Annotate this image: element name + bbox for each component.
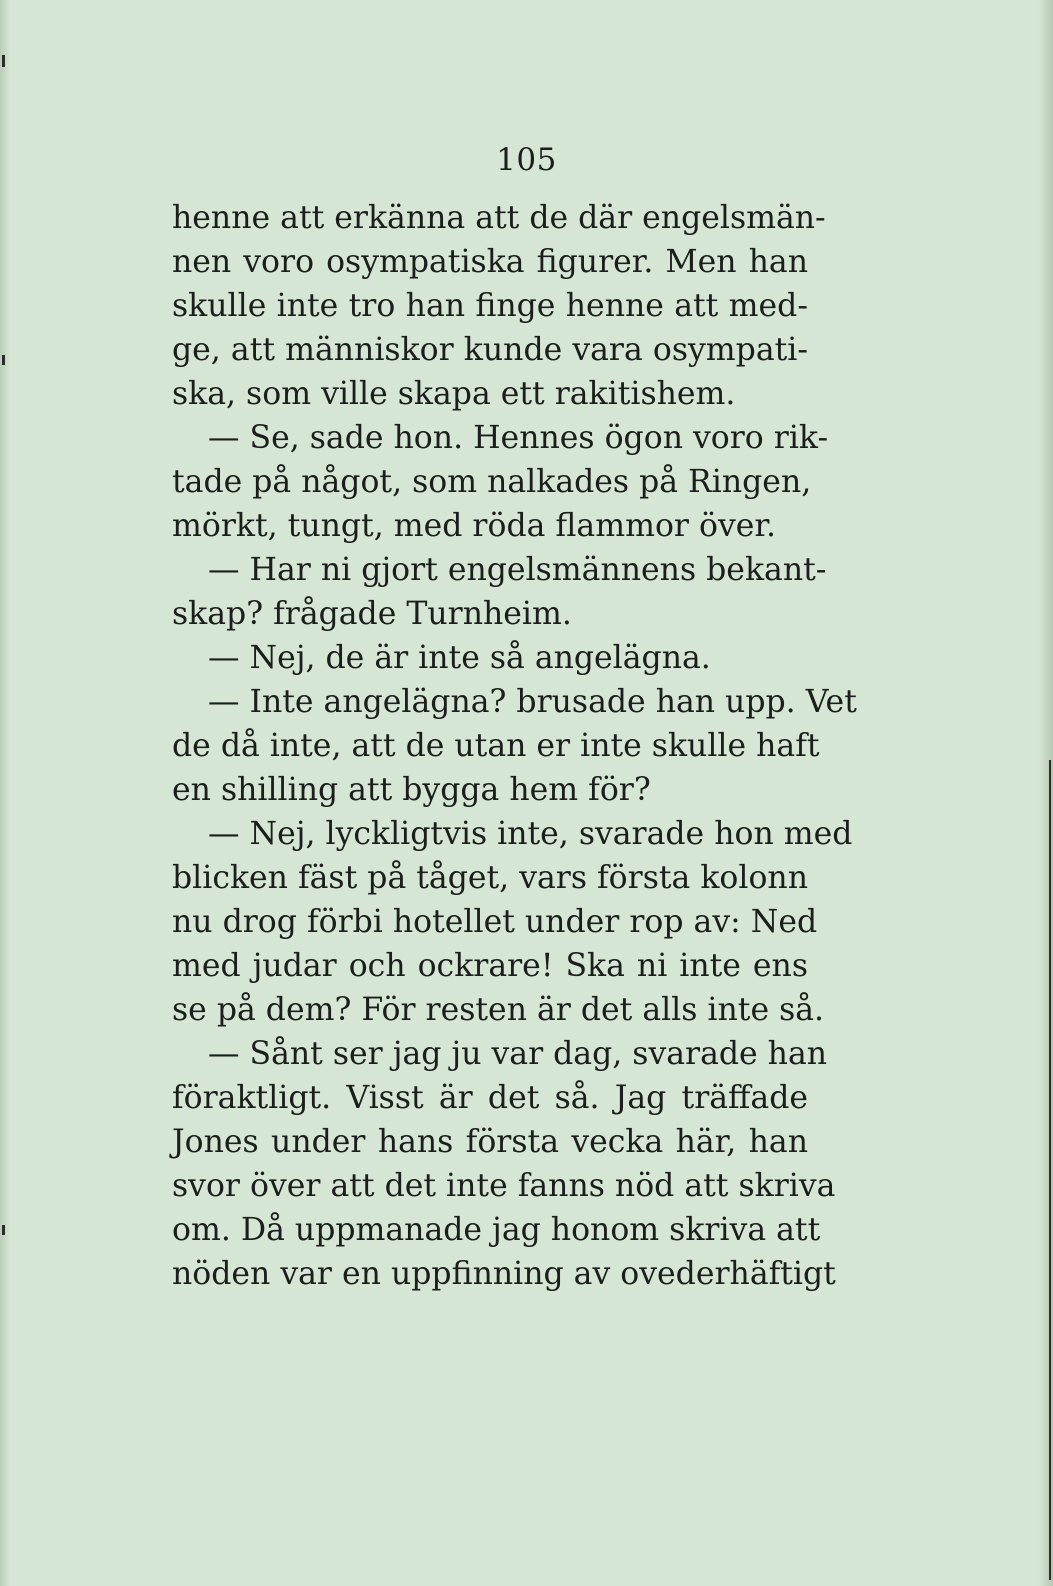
text-line: — Har ni gjort engelsmännens bekant- (208, 552, 827, 588)
edge-mark (2, 1225, 5, 1235)
text-line: se på dem? För resten är det alls inte så. (172, 992, 825, 1028)
text-line: — Sånt ser jag ju var dag, svarade han (208, 1036, 828, 1072)
text-line: — Nej, lyckligtvis inte, svarade hon med (208, 816, 853, 852)
text-line: skap? frågade Turnheim. (172, 596, 572, 632)
body-text (172, 196, 857, 1296)
text-line: Jones under hans första vecka här, han (172, 1124, 808, 1160)
edge-mark (2, 55, 5, 67)
text-line: — Se, sade hon. Hennes ögon voro rik- (208, 420, 829, 456)
text-line: en shilling att bygga hem för? (172, 772, 651, 808)
text-line: med judar och ockrare! Ska ni inte ens (172, 948, 808, 984)
text-line: — Nej, de är inte så angelägna. (208, 640, 711, 676)
text-line: ge, att människor kunde vara osympati- (172, 332, 808, 368)
text-line: nöden var en uppfinning av ovederhäftigt (172, 1256, 836, 1292)
text-line: ska, som ville skapa ett rakitishem. (172, 376, 736, 412)
page-edge-left (0, 0, 10, 1586)
page-number: 105 (496, 142, 557, 178)
text-line: svor över att det inte fanns nöd att skriva (172, 1168, 836, 1204)
text-line: om. Då uppmanade jag honom skriva att (172, 1212, 821, 1248)
text-line: föraktligt. Visst är det så. Jag träffade (172, 1080, 808, 1116)
text-line: — Inte angelägna? brusade han upp. Vet (208, 684, 857, 720)
text-line: tade på något, som nalkades på Ringen, (172, 464, 812, 500)
edge-mark (2, 355, 5, 365)
text-line: henne att erkänna att de där engelsmän- (172, 200, 826, 236)
text-line: nen voro osympatiska figurer. Men han (172, 244, 808, 280)
text-line: mörkt, tungt, med röda flammor över. (172, 508, 776, 544)
text-line: skulle inte tro han finge henne att med- (172, 288, 808, 324)
edge-mark (1049, 760, 1051, 1580)
text-line: nu drog förbi hotellet under rop av: Ned (172, 904, 818, 940)
text-line: blicken fäst på tåget, vars första kolonn (172, 860, 808, 896)
text-line: de då inte, att de utan er inte skulle haft (172, 728, 820, 764)
